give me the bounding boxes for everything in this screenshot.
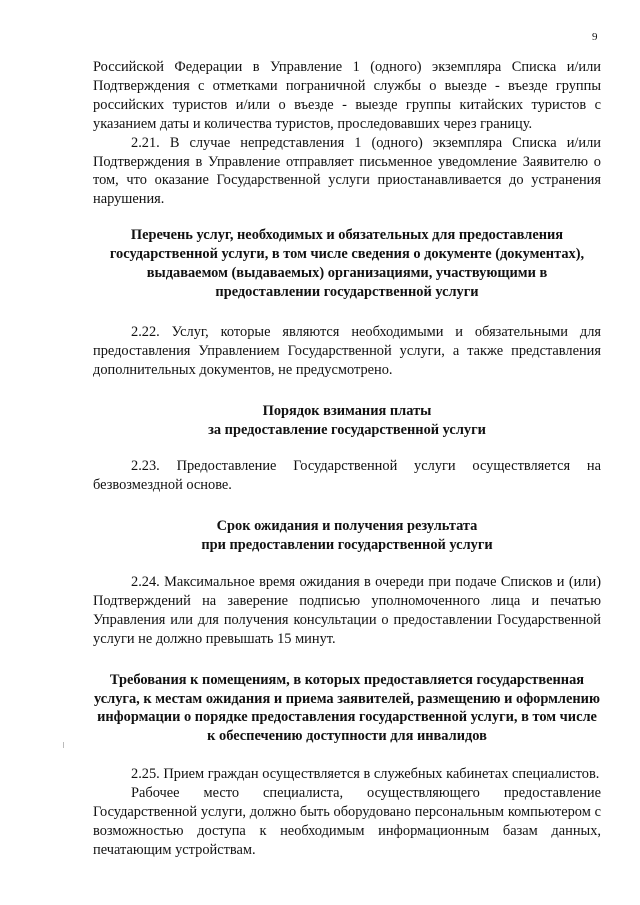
paragraph-2-22: 2.22. Услуг, которые являются необходимыми и обязательными для предоставления Управлением Государственной услуги, а также представления дополнительных документов, не предусмотрено. xyxy=(93,323,601,378)
section-heading-fee-line1: Порядок взимания платы xyxy=(262,402,432,419)
section-heading-waiting-time xyxy=(93,517,601,555)
paragraph-2-24: 2.24. Максимальное время ожидания в очереди при подаче Списков и (или) Подтверждений на заверение подписью уполномоченного лица и печатью Управления или для получения консультации о предоставлении Государственной услуги не должно превышать 15 минут. xyxy=(93,574,601,647)
section-heading-fee-line2: за предоставление государственной услуги xyxy=(208,421,486,438)
paragraph-2-25: 2.25. Прием граждан осуществляется в служебных кабинетах специалистов. xyxy=(131,766,600,783)
paragraph-continuation: Российской Федерации в Управление 1 (одного) экземпляра Списка и/или Подтверждения с отметками пограничной службы о выезде - въезде группы российских туристов и/или о въезде - выезде группы китайских туристов с указанием даты и количества туристов, проследовавших через границу. xyxy=(93,59,601,132)
section-heading-waiting-line1: Срок ожидания и получения результата xyxy=(216,518,478,535)
paragraph-workplace: Рабочее место специалиста, осуществляющего предоставление Государственной услуги, должно быть оборудовано персональным компьютером с возможностью доступа к необходимым информационным базам данных, печатающим устройствам. xyxy=(93,785,601,858)
paragraph-2-21: 2.21. В случае непредставления 1 (одного) экземпляра Списка и/или Подтверждения в Управление отправляет письменное уведомление Заявителю о том, что оказание Государственной услуги приостанавливается до устранения нарушения. xyxy=(93,134,601,208)
paragraph-2-23: 2.23. Предоставление Государственной услуги осуществляется на безвозмездной основе. xyxy=(93,458,601,494)
document-body xyxy=(93,58,601,860)
page-number: 9 xyxy=(592,31,598,43)
section-heading-premises: Требования к помещениям, в которых предоставляется государственная услуга, к местам ожидания и приема заявителей, размещению и оформлению информации о порядке предоставления государственной услуги, в том числе к обеспечению доступности для инвалидов xyxy=(94,671,600,745)
section-heading-services-list: Перечень услуг, необходимых и обязательных для предоставления государственной услуги, в том числе сведения о документе (документах), выдаваемом (выдаваемых) организациями, участвующими в предоставлении государственной услуги xyxy=(109,227,585,300)
margin-mark xyxy=(63,742,64,748)
section-heading-waiting-line2: при предоставлении государственной услуги xyxy=(201,537,493,554)
section-heading-fee xyxy=(93,402,601,440)
